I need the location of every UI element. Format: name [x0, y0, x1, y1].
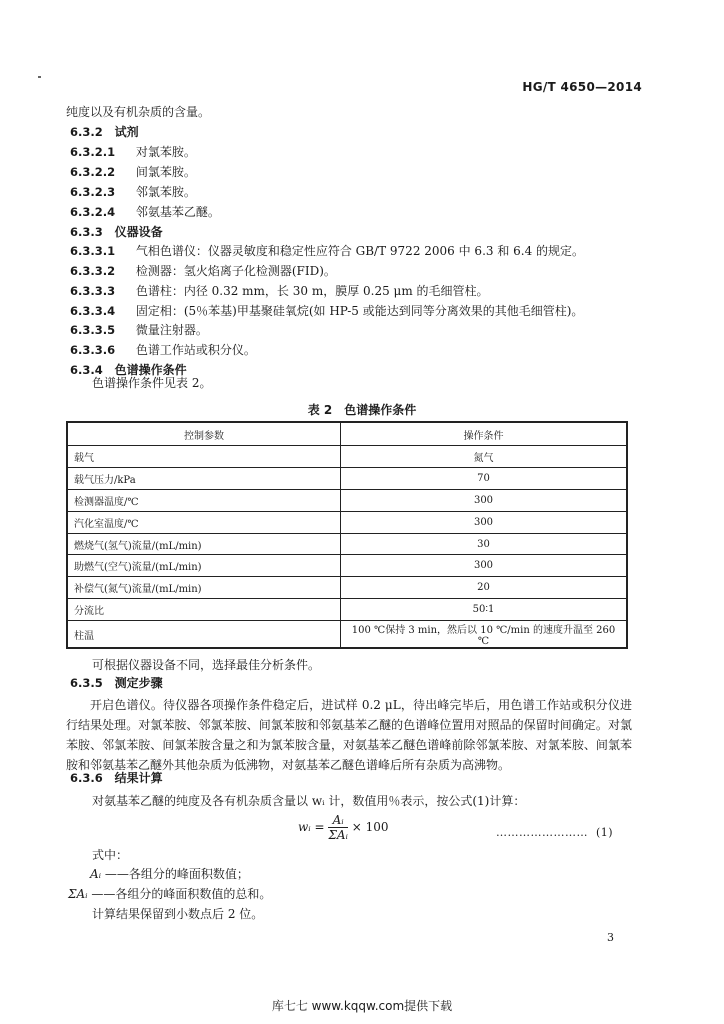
where-label: 式中： — [92, 848, 129, 862]
table-cell: 300 — [341, 489, 628, 511]
table-cell: 汽化室温度/℃ — [67, 511, 341, 533]
section-number: 6.3.3 — [70, 225, 103, 239]
formula-times: × 100 — [351, 820, 389, 834]
procedure-paragraph: 开启色谱仪。待仪器各项操作条件稳定后，进试样 0.2 μL，待出峰完毕后，用色谱工作站或积分仪进行结果处理。对氯苯胺、邻氯苯胺、间氯苯胺和邻氨基苯乙醚的色谱峰位置用对照品的保留时间确定。对氯苯胺、邻氯苯胺、间氯苯胺含量之和为氯苯胺含量，对氨基苯乙醚色谱峰前除邻氯苯胺、对氯苯胺、间氯苯胺和邻氨基苯乙醚外其他杂质为低沸物，对氨基苯乙醚色谱峰后所有杂质为高沸物。 — [66, 698, 632, 772]
section-6-3-5 — [70, 675, 163, 691]
table-title: 表 2 色谱操作条件 — [307, 403, 417, 417]
item-text: 对氯苯胺。 — [135, 145, 196, 159]
definition-item — [90, 866, 249, 882]
reagent-item — [70, 164, 196, 180]
table-row — [67, 446, 627, 468]
item-number: 6.3.3.2 — [70, 264, 116, 278]
item-number: 6.3.2.3 — [70, 185, 116, 199]
calculation-intro: 对氨基苯乙醚的纯度及各有机杂质含量以 wᵢ 计，数值用％表示，按公式(1)计算： — [92, 794, 526, 808]
equipment-item — [70, 243, 584, 259]
formula-denominator: ΣAᵢ — [328, 828, 348, 842]
column-header: 控制参数 — [67, 422, 341, 446]
section-title: 仪器设备 — [114, 225, 163, 239]
item-number: 6.3.3.1 — [70, 244, 116, 258]
table-cell: 100 ℃保持 3 min，然后以 10 ℃/min 的速度升温至 260 ℃ — [341, 621, 628, 649]
section-title: 试剂 — [114, 125, 139, 139]
definition-text: ——各组分的峰面积数值； — [104, 867, 249, 881]
item-text: 检测器：氢火焰离子化检测器(FID)。 — [135, 264, 336, 278]
definition-item — [68, 886, 271, 902]
formula-number — [496, 826, 613, 839]
item-text: 气相色谱仪：仪器灵敏度和稳定性应符合 GB/T 9722 2006 中 6.3 和 6.4 的规定。 — [135, 244, 585, 258]
item-text: 间氯苯胺。 — [135, 165, 196, 179]
equipment-item — [70, 263, 336, 279]
table-row — [67, 599, 627, 621]
section-6-3-3 — [70, 224, 163, 240]
section-title: 色谱操作条件 — [114, 363, 187, 377]
item-number: 6.3.3.5 — [70, 323, 116, 337]
item-text: 微量注射器。 — [135, 323, 208, 337]
table-cell: 分流比 — [67, 599, 341, 621]
item-number: 6.3.2.2 — [70, 165, 116, 179]
item-number: 6.3.2.4 — [70, 205, 116, 219]
table-row — [67, 533, 627, 555]
standard-code: HG/T 4650—2014 — [522, 80, 642, 94]
item-text: 邻氨基苯乙醚。 — [135, 205, 220, 219]
item-text: 邻氯苯胺。 — [135, 185, 196, 199]
section-title: 测定步骤 — [114, 676, 163, 690]
item-text: 固定相：(5％苯基)甲基聚硅氧烷(如 HP-5 或能达到同等分离效果的其他毛细管柱)。 — [135, 304, 584, 318]
reagent-item — [70, 184, 196, 200]
table-cell: 载气压力/kPa — [67, 467, 341, 489]
definition-text: ——各组分的峰面积数值的总和。 — [91, 887, 272, 901]
table-cell: 燃烧气(氢气)流量/(mL/min) — [67, 533, 341, 555]
table-row — [67, 555, 627, 577]
section-number: 6.3.6 — [70, 771, 103, 785]
reagent-item — [70, 144, 196, 160]
formula-lhs: wᵢ = — [298, 820, 325, 834]
equipment-item — [70, 283, 489, 299]
item-text: 色谱工作站或积分仪。 — [135, 343, 256, 357]
page-number: 3 — [607, 931, 614, 944]
table-header-row — [67, 422, 627, 446]
section-6-3-6 — [70, 770, 163, 786]
table-reference: 色谱操作条件见表 2。 — [92, 376, 212, 390]
intro-line: 纯度以及有机杂质的含量。 — [66, 105, 211, 119]
table-cell: 50∶1 — [341, 599, 628, 621]
section-6-3-2 — [70, 124, 139, 140]
table-cell: 检测器温度/℃ — [67, 489, 341, 511]
item-text: 色谱柱：内径 0.32 mm，长 30 m，膜厚 0.25 μm 的毛细管柱。 — [135, 284, 489, 298]
table-row — [67, 489, 627, 511]
definition-symbol: Aᵢ — [90, 867, 102, 881]
item-number: 6.3.2.1 — [70, 145, 116, 159]
column-header: 操作条件 — [341, 422, 628, 446]
table-cell: 柱温 — [67, 621, 341, 649]
scan-mark — [38, 76, 41, 78]
table-row — [67, 467, 627, 489]
download-footer: 库七七 www.kqqw.com提供下载 — [271, 999, 453, 1013]
item-number: 6.3.3.4 — [70, 304, 116, 318]
table-cell: 70 — [341, 467, 628, 489]
equipment-item — [70, 322, 208, 338]
table-row — [67, 577, 627, 599]
reagent-item — [70, 204, 220, 220]
equipment-item — [70, 342, 256, 358]
formula-dots: …………………… — [496, 826, 588, 839]
section-number: 6.3.4 — [70, 363, 103, 377]
table-cell: 助燃气(空气)流量/(mL/min) — [67, 555, 341, 577]
section-number: 6.3.5 — [70, 676, 103, 690]
rounding-note: 计算结果保留到小数点后 2 位。 — [92, 907, 264, 921]
formula-fraction — [328, 813, 348, 842]
table-cell: 补偿气(氮气)流量/(mL/min) — [67, 577, 341, 599]
section-title: 结果计算 — [114, 771, 163, 785]
formula-numerator: Aᵢ — [328, 813, 348, 828]
table-cell: 300 — [341, 511, 628, 533]
table-row — [67, 621, 627, 649]
conditions-table — [66, 421, 628, 649]
table-cell: 30 — [341, 533, 628, 555]
table-cell: 300 — [341, 555, 628, 577]
table-cell: 氮气 — [341, 446, 628, 468]
table-cell: 载气 — [67, 446, 341, 468]
item-number: 6.3.3.3 — [70, 284, 116, 298]
item-number: 6.3.3.6 — [70, 343, 116, 357]
section-number: 6.3.2 — [70, 125, 103, 139]
table-row — [67, 511, 627, 533]
formula-1 — [298, 813, 389, 842]
equipment-item — [70, 303, 583, 319]
formula-label: (1) — [596, 826, 614, 839]
definition-symbol: ΣAᵢ — [68, 887, 88, 901]
after-table-note: 可根据仪器设备不同，选择最佳分析条件。 — [92, 658, 321, 672]
table-cell: 20 — [341, 577, 628, 599]
